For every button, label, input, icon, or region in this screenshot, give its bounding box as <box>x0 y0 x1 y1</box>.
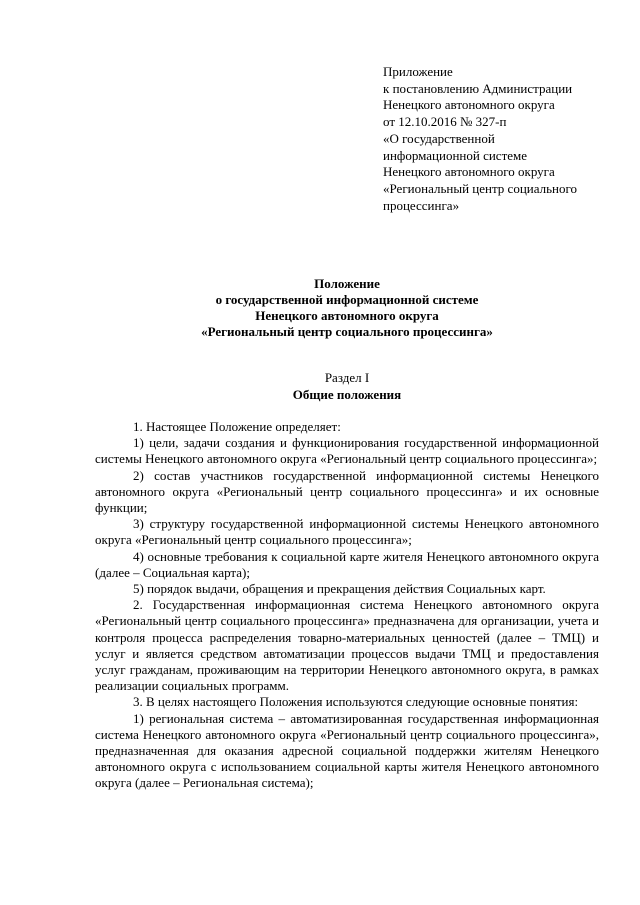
appendix-line: от 12.10.2016 № 327-п <box>383 114 507 130</box>
appendix-line: информационной системе <box>383 147 528 163</box>
section-heading <box>95 369 599 403</box>
paragraph: 4) основные требования к социальной карте жителя Ненецкого автономного округа (далее – Социальная карта); <box>95 548 599 580</box>
document-body <box>95 419 599 792</box>
appendix-line: «О государственной <box>383 130 495 146</box>
title-line: Положение <box>314 276 380 291</box>
paragraph: 2) состав участников государственной информационной системы Ненецкого автономного округа «Региональный центр социального процессинга» и их основные функции; <box>95 467 599 516</box>
appendix-line: Приложение <box>383 64 453 79</box>
paragraph: 5) порядок выдачи, обращения и прекращения действия Социальных карт. <box>133 581 546 597</box>
appendix-line: Ненецкого автономного округа <box>383 97 555 113</box>
appendix-line: процессинга» <box>383 197 460 213</box>
appendix-line: Ненецкого автономного округа <box>383 164 555 180</box>
appendix-line: «Региональный центр социального <box>383 180 577 196</box>
appendix-header <box>383 64 623 214</box>
paragraph: 1) региональная система – автоматизированная государственная информационная система Ненецкого автономного округа «Региональный центр социального процессинга», предназначенная для оказания адресной социальной поддержки жителям Ненецкого автономного округа с использованием социальной карты жителя Ненецкого автономного округа (далее – Региональная система); <box>95 710 599 791</box>
section-title: Общие положения <box>292 387 402 402</box>
document-title <box>95 276 599 340</box>
title-line: о государственной информационной системе <box>215 292 479 307</box>
paragraph: 1) цели, задачи создания и функционирования государственной информационной системы Ненецкого автономного округа «Региональный центр социального процессинга»; <box>95 435 599 467</box>
paragraph: 2. Государственная информационная система Ненецкого автономного округа «Региональный центр социального процессинга» предназначена для организации, учета и контроля процесса распределения товарно-материальных ценностей (далее – ТМЦ) и услуг и является средством автоматизации процессов выдачи ТМЦ и предоставления услуг гражданам, проживающим на территории Ненецкого автономного округа, в рамках реализации социальных программ. <box>95 597 599 694</box>
paragraph: 1. Настоящее Положение определяет: <box>133 419 341 434</box>
appendix-line: к постановлению Администрации <box>383 80 573 96</box>
title-line: «Региональный центр социального процессинга» <box>201 324 493 339</box>
paragraph: 3. В целях настоящего Положения используются следующие основные понятия: <box>133 694 579 710</box>
paragraph: 3) структуру государственной информационной системы Ненецкого автономного округа «Региональный центр социального процессинга»; <box>95 516 599 548</box>
section-number: Раздел I <box>324 370 370 385</box>
title-line: Ненецкого автономного округа <box>255 308 439 323</box>
